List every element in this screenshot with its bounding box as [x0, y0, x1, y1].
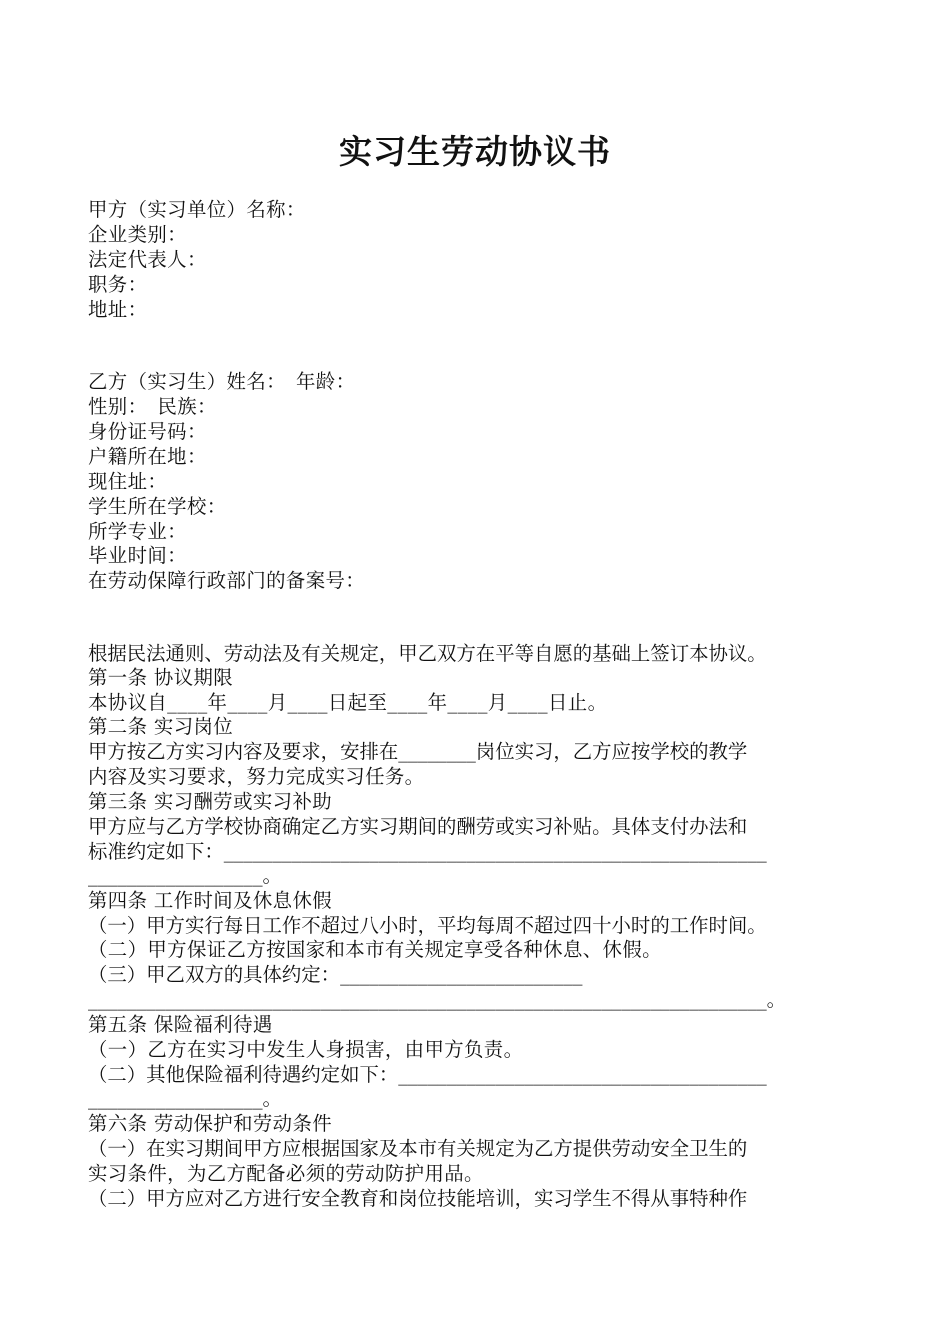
article-4-item-1: （一）甲方实行每日工作不超过八小时，平均每周不超过四十小时的工作时间。: [88, 914, 767, 937]
article-6-heading: 第六条 劳动保护和劳动条件: [88, 1112, 333, 1135]
article-5-heading: 第五条 保险福利待遇: [88, 1013, 273, 1036]
party-b-school: 学生所在学校：: [88, 495, 227, 518]
party-b-major: 所学专业：: [88, 520, 187, 543]
article-1-text: 本协议自____年____月____日起至____年____月____日止。: [88, 691, 608, 714]
article-4-heading: 第四条 工作时间及休息休假: [88, 889, 333, 912]
preamble: 根据民法通则、劳动法及有关规定，甲乙双方在平等自愿的基础上签订本协议。: [88, 642, 767, 665]
party-b-graduation: 毕业时间：: [88, 544, 187, 567]
party-b-household: 户籍所在地：: [88, 445, 207, 468]
party-a-name: 甲方（实习单位）名称：: [88, 198, 306, 221]
article-2-heading: 第二条 实习岗位: [88, 715, 234, 738]
article-4-item-3: （三）甲乙双方的具体约定：_________________________: [88, 963, 583, 986]
party-b-filing-number: 在劳动保障行政部门的备案号：: [88, 569, 366, 592]
article-5-item-2-blank: __________________。: [88, 1087, 282, 1110]
article-3-heading: 第三条 实习酬劳或实习补助: [88, 790, 333, 813]
article-2-text-1: 甲方按乙方实习内容及要求，安排在________岗位实习，乙方应按学校的教学: [88, 740, 748, 763]
article-5-item-1: （一）乙方在实习中发生人身损害，由甲方负责。: [88, 1038, 524, 1061]
article-1-heading: 第一条 协议期限: [88, 666, 234, 689]
party-a-position: 职务：: [88, 273, 148, 296]
article-4-item-3-blank: ______________________________________________________________________。: [88, 988, 787, 1011]
party-b-name-age: 乙方（实习生）姓名： 年龄：: [88, 370, 356, 393]
article-2-text-2: 内容及实习要求，努力完成实习任务。: [88, 765, 425, 788]
article-5-item-2: （二）其他保险福利待遇约定如下：______________________________________: [88, 1063, 767, 1086]
party-a-representative: 法定代表人：: [88, 248, 207, 271]
article-4-item-2: （二）甲方保证乙方按国家和本市有关规定享受各种休息、休假。: [88, 938, 662, 961]
article-3-text-3: __________________。: [88, 864, 282, 887]
document-title: 实习生劳动协议书: [339, 132, 611, 171]
party-b-id-number: 身份证号码：: [88, 420, 207, 443]
party-b-gender-ethnicity: 性别： 民族：: [88, 395, 217, 418]
article-3-text-2: 标准约定如下：________________________________________________________: [88, 840, 767, 863]
party-b-current-address: 现住址：: [88, 470, 168, 493]
article-6-item-1-line-1: （一）在实习期间甲方应根据国家及本市有关规定为乙方提供劳动安全卫生的: [88, 1137, 748, 1160]
article-6-item-1-line-2: 实习条件，为乙方配备必须的劳动防护用品。: [88, 1162, 484, 1185]
article-6-item-2: （二）甲方应对乙方进行安全教育和岗位技能培训，实习学生不得从事特种作: [88, 1187, 748, 1210]
party-a-category: 企业类别：: [88, 223, 187, 246]
party-a-address: 地址：: [88, 298, 148, 321]
article-3-text-1: 甲方应与乙方学校协商确定乙方实习期间的酬劳或实习补贴。具体支付办法和: [88, 815, 748, 838]
